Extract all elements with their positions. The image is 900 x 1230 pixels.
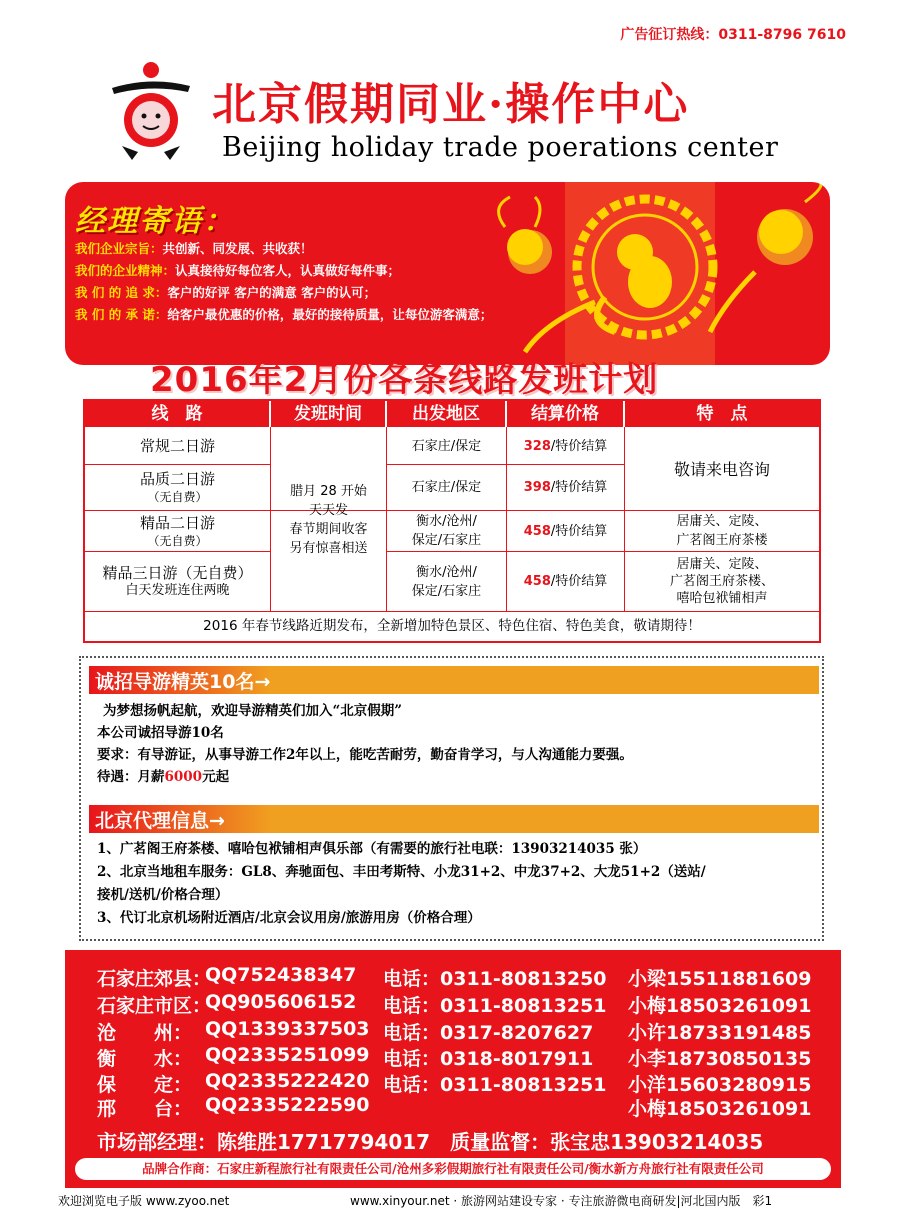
recruit-line: 本公司诚招导游10名 xyxy=(97,725,224,741)
agency-line: 接机/送机/价格合理） xyxy=(97,887,229,903)
recruit-line: 要求：有导游证，从事导游工作2年以上，能吃苦耐劳，勤奋肯学习，与人沟通能力要强。 xyxy=(97,747,633,763)
table-header-origin: 出发地区 xyxy=(387,401,505,427)
route-schedule-table xyxy=(83,399,821,643)
price-cell: 398/特价结算 xyxy=(523,480,608,495)
recruit-pay: 待遇：月薪6000元起 xyxy=(97,769,230,785)
agency-line: 3、代订北京机场附近酒店/北京会议用房/旅游用房（价格合理） xyxy=(97,910,481,926)
jing-logo-icon xyxy=(108,62,194,162)
monkey-papercut-icon xyxy=(485,182,830,365)
table-header-schedule: 发班时间 xyxy=(271,401,385,427)
page-subtitle: Beijing holiday trade poerations center xyxy=(222,132,779,163)
table-header-route: 线 路 xyxy=(85,401,269,427)
price-cell: 458/特价结算 xyxy=(523,574,608,589)
feature-cell: 居庸关、定陵、 广茗阁王府茶楼、 嘻哈包袱铺相声 xyxy=(669,557,774,606)
price-cell: 328/特价结算 xyxy=(523,438,608,454)
footer-right: www.xinyour.net · 旅游网站建设专家 · 专注旅游微电商研发|河北国内版 彩1 xyxy=(350,1194,773,1208)
feature-cell: 居庸关、定陵、 广茗阁王府茶楼 xyxy=(676,514,768,548)
recruit-line: 为梦想扬帆起航，欢迎导游精英们加入“北京假期” xyxy=(103,703,403,719)
brand-partners: 品牌合作商：石家庄新程旅行社有限责任公司/沧州多彩假期旅行社有限责任公司/衡水新方舟旅行社有限责任公司 xyxy=(75,1158,831,1180)
footer-left: 欢迎浏览电子版 www.zyoo.net xyxy=(58,1194,230,1208)
contact-row: 保 定： QQ2335222420 电话：0311-80813251 小洋15603280915 xyxy=(97,1070,812,1096)
page-title: 北京假期同业·操作中心 xyxy=(212,79,690,130)
route-cell: 精品三日游（无自费） 白天发班连住两晚 xyxy=(102,564,253,598)
route-cell: 品质二日游 （无自费） xyxy=(139,470,215,504)
recruit-agency-box xyxy=(79,656,824,941)
origin-cell: 石家庄/保定 xyxy=(411,438,482,454)
manager-message-title: 经理寄语： xyxy=(75,204,235,239)
schedule-plan-title: 2016年2月份各条线路发班计划 xyxy=(150,360,659,400)
route-cell: 常规二日游 xyxy=(139,436,215,455)
manager-message-lines: 我们企业宗旨：共创新、同发展、共收获！ 我们的企业精神：认真接待好每位客人，认真做好每件事； 我 们 的 追 求：客户的好评 客户的满意 客户的认可； 我 们 的 承 诺：给客户最优惠的价格，最好的接待质量，让每位游客满意； xyxy=(75,241,493,322)
recruit-banner: 诚招导游精英10名→ xyxy=(89,666,819,694)
contact-row: 石家庄郊县： QQ752438347 电话：0311-80813250 小梁15511881609 xyxy=(97,964,812,990)
schedule-cell: 腊月 28 开始 天天发 春节期间收客 另有惊喜相送 xyxy=(289,483,368,556)
contact-row: 沧 州： QQ1339337503 电话：0317-8207627 小许18733191485 xyxy=(97,1018,812,1044)
agency-line: 1、广茗阁王府茶楼、嘻哈包袱铺相声俱乐部（有需要的旅行社电联：13903214035 张） xyxy=(97,841,647,857)
route-cell: 精品二日游 （无自费） xyxy=(139,513,215,548)
ad-hotline: 广告征订热线：0311-8796 7610 xyxy=(620,27,846,43)
origin-cell: 石家庄/保定 xyxy=(411,480,482,495)
contact-panel xyxy=(65,950,841,1188)
agency-banner: 北京代理信息→ xyxy=(89,805,819,833)
origin-cell: 衡水/沧州/ 保定/石家庄 xyxy=(411,514,482,548)
table-header-price: 结算价格 xyxy=(507,401,623,427)
table-note: 2016 年春节线路近期发布，全新增加特色景区、特色住宿、特色美食，敬请期待！ xyxy=(203,618,701,634)
origin-cell: 衡水/沧州/ 保定/石家庄 xyxy=(411,564,482,599)
price-cell: 458/特价结算 xyxy=(523,523,608,539)
contact-row: 石家庄市区： QQ905606152 电话：0311-80813251 小梅18503261091 xyxy=(97,991,812,1017)
agency-line: 2、北京当地租车服务：GL8、奔驰面包、丰田考斯特、小龙31+2、中龙37+2、大龙51+2（送站/ xyxy=(97,864,706,880)
contact-row: 邢 台： QQ2335222590 小梅18503261091 xyxy=(97,1094,812,1120)
manager-message-panel xyxy=(65,182,830,365)
table-header-features: 特 点 xyxy=(625,401,819,427)
feature-cell: 敬请来电咨询 xyxy=(673,459,770,479)
market-manager-line: 市场部经理：陈维胜17717794017 质量监督：张宝忠13903214035 xyxy=(97,1130,764,1154)
contact-row: 衡 水： QQ2335251099 电话：0318-8017911 小李18730850135 xyxy=(97,1044,812,1070)
